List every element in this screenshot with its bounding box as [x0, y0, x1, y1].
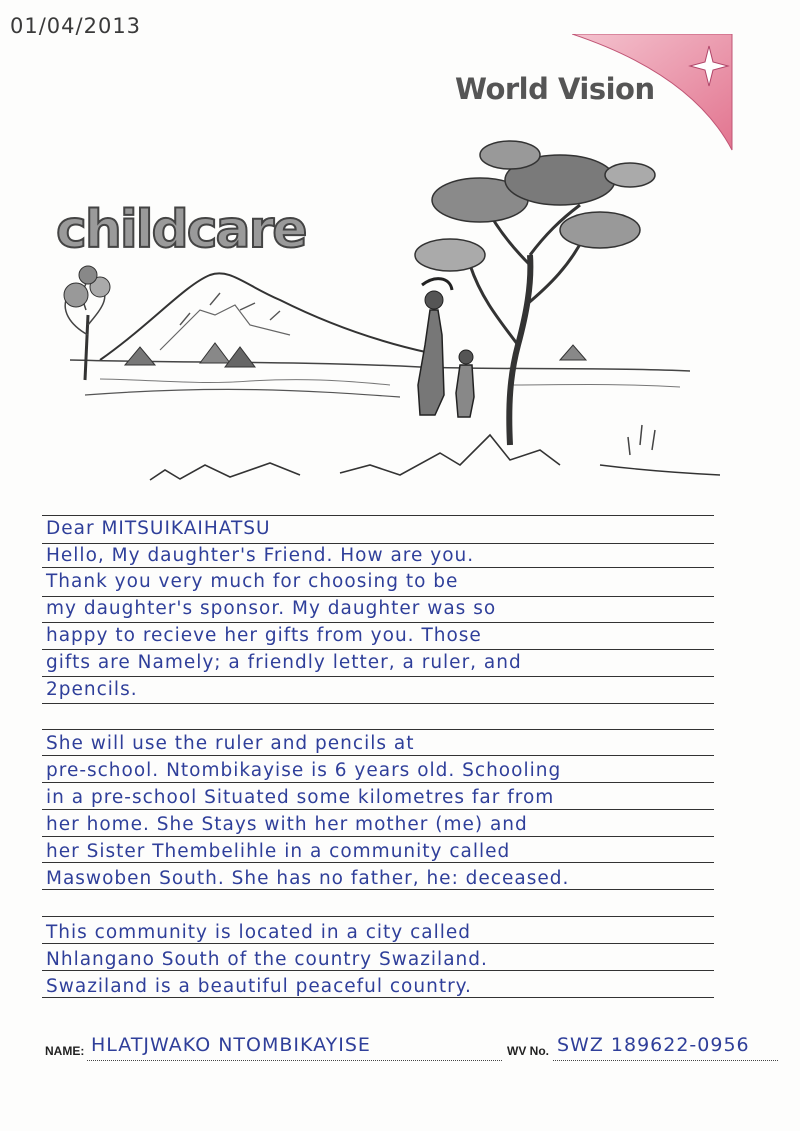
- wv-number-dotted-line: [553, 1060, 778, 1061]
- letter-line: her Sister Thembelihle in a community called: [46, 841, 511, 862]
- letter-line: This community is located in a city called: [46, 922, 472, 943]
- brand-name: World Vision: [455, 72, 655, 106]
- wv-number-value: SWZ 189622-0956: [557, 1034, 750, 1056]
- ruled-line: [42, 622, 714, 623]
- ruled-line: [42, 889, 714, 890]
- letter-line: in a pre-school Situated some kilometres far from: [46, 787, 555, 808]
- letter-line: Hello, My daughter's Friend. How are you.: [46, 545, 475, 566]
- ruled-line: [42, 943, 714, 944]
- letter-line: pre-school. Ntombikayise is 6 years old. Schooling: [46, 760, 562, 781]
- name-label: NAME:: [45, 1044, 85, 1058]
- letter-line: my daughter's sponsor. My daughter was so: [46, 598, 497, 619]
- ruled-line: [42, 970, 714, 971]
- letter-line: gifts are Namely; a friendly letter, a ruler, and: [46, 652, 522, 673]
- letter-line: Thank you very much for choosing to be: [46, 571, 459, 592]
- letter-line: Nhlangano South of the country Swaziland.: [46, 949, 488, 970]
- letter-line: her home. She Stays with her mother (me) and: [46, 814, 528, 835]
- name-dotted-line: [87, 1060, 502, 1061]
- ruled-line: [42, 916, 714, 917]
- ruled-line: [42, 543, 714, 544]
- wv-number-label: WV No.: [507, 1044, 549, 1058]
- ruled-line: [42, 755, 714, 756]
- ruled-line: [42, 649, 714, 650]
- ruled-line: [42, 862, 714, 863]
- ruled-line: [42, 729, 714, 730]
- letter-line: Swaziland is a beautiful peaceful country.: [46, 976, 472, 997]
- ruled-line: [42, 836, 714, 837]
- ruled-line: [42, 676, 714, 677]
- name-value: HLATJWAKO NTOMBIKAYISE: [91, 1034, 371, 1056]
- letter-footer: [45, 1030, 785, 1070]
- ruled-line: [42, 782, 714, 783]
- letter-line: 2pencils.: [46, 679, 138, 700]
- ruled-line: [42, 515, 714, 516]
- letter-date: 01/04/2013: [10, 14, 142, 38]
- letter-line: Dear MITSUIKAIHATSU: [46, 518, 271, 539]
- letter-line: She will use the ruler and pencils at: [46, 733, 415, 754]
- ruled-line: [42, 997, 714, 998]
- ruled-line: [42, 596, 714, 597]
- ruled-line: [42, 567, 714, 568]
- landscape-illustration: [40, 135, 730, 490]
- childcare-title: childcare: [56, 200, 306, 260]
- ruled-line: [42, 703, 714, 704]
- letter-line: happy to recieve her gifts from you. Those: [46, 625, 482, 646]
- ruled-line: [42, 809, 714, 810]
- letter-line: Maswoben South. She has no father, he: deceased.: [46, 868, 570, 889]
